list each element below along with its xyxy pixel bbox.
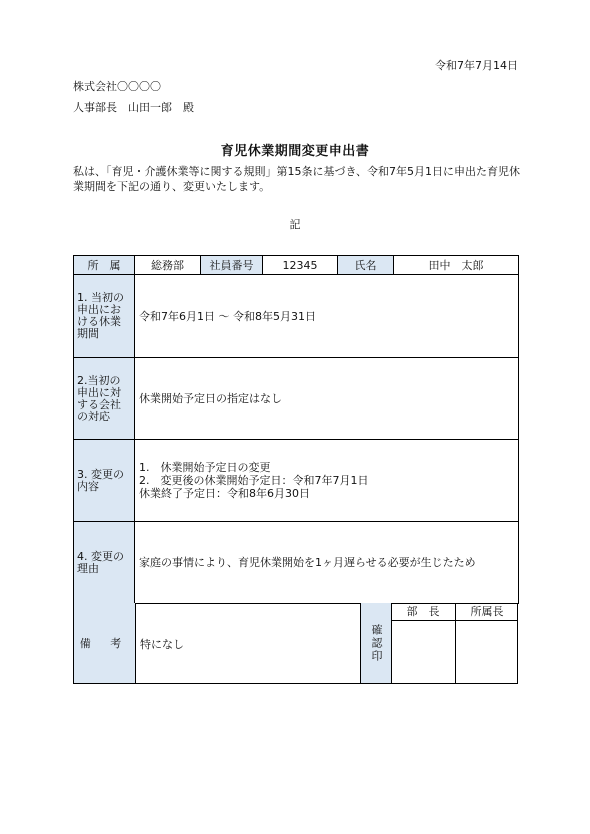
ki-mark: 記	[289, 218, 301, 231]
dept-label: 所 属	[74, 256, 135, 275]
name-value: 田中 太郎	[394, 256, 519, 275]
stamp-header: 部 長	[391, 603, 455, 621]
row-content	[135, 440, 519, 522]
row-label: 3. 変更の内容	[74, 440, 135, 522]
remarks-block	[73, 603, 518, 684]
content-line: 1. 休業開始予定日の変更	[139, 461, 271, 474]
document-title: 育児休業期間変更申出書	[220, 144, 370, 159]
header-row	[74, 256, 519, 275]
remarks-value: 特になし	[140, 638, 184, 651]
row-content	[135, 275, 519, 358]
recipient: 人事部長 山田一郎 殿	[73, 101, 194, 114]
application-table	[73, 255, 519, 604]
emp-no-value: 12345	[263, 256, 338, 275]
stamp-header: 所属長	[456, 603, 518, 621]
document-date: 令和7年7月14日	[435, 59, 518, 72]
name-label: 氏名	[338, 256, 394, 275]
confirm-stamp-label: 確認印	[360, 603, 392, 683]
intro-text: 私は、「育児・介護休業等に関する規則」第15条に基づき、令和7年5月1日に申出た育児休業期間を下記の通り、変更いたします。	[73, 165, 521, 193]
content-line: 休業終了予定日：令和8年6月30日	[139, 487, 310, 500]
row-change-details	[74, 440, 519, 522]
row-original-period	[74, 275, 519, 358]
row-label: 4. 変更の理由	[74, 522, 135, 604]
content-line: 2. 変更後の休業開始予定日：令和7年7月1日	[139, 474, 369, 487]
row-content	[135, 522, 519, 604]
remarks-label: 備 考	[74, 603, 136, 683]
content-line: 令和7年6月1日 ～ 令和8年5月31日	[139, 309, 316, 323]
company-name: 株式会社〇〇〇〇	[73, 80, 161, 93]
row-company-response	[74, 358, 519, 440]
content-line: 休業開始予定日の指定はなし	[139, 392, 282, 405]
row-change-reason	[74, 522, 519, 604]
dept-value: 総務部	[135, 256, 201, 275]
row-label: 1. 当初の申出における休業期間	[74, 275, 135, 358]
emp-no-label: 社員番号	[201, 256, 263, 275]
stamp-box-supervisor	[456, 603, 518, 683]
stamp-box-manager	[391, 603, 456, 683]
content-line: 家庭の事情により、育児休業開始を1ヶ月遅らせる必要が生じたため	[139, 556, 476, 569]
row-label: 2.当初の申出に対する会社の対応	[74, 358, 135, 440]
row-content	[135, 358, 519, 440]
